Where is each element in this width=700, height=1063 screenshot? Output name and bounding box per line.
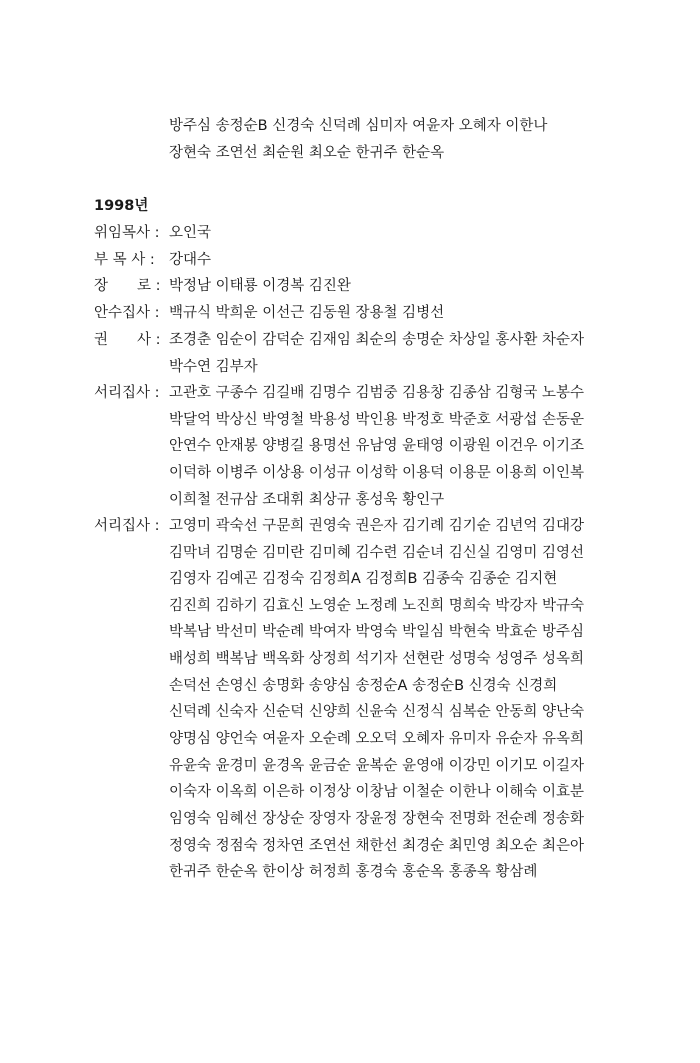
senior-pastor-names-line-1: 오인국	[169, 225, 212, 241]
section-label-associate-pastor: 부 목 사 :	[94, 252, 155, 268]
acting-deacons-2-names-line-3: 김영자 김예곤 김정숙 김정희A 김정희B 김종숙 김종순 김지현	[169, 571, 558, 587]
associate-pastor-names-line-1: 강대수	[169, 252, 212, 268]
continuation-line-1: 방주심 송정순B 신경숙 신덕례 심미자 여윤자 오혜자 이한나	[169, 118, 548, 134]
year-heading: 1998년	[94, 198, 149, 214]
section-label-acting-deacons-2: 서리집사 :	[94, 518, 160, 534]
acting-deacons-2-names-line-1: 고영미 곽숙선 구문희 권영숙 권은자 김기례 김기순 김년억 김대강	[169, 518, 585, 534]
acting-deacons-2-names-line-4: 김진희 김하기 김효신 노영순 노정례 노진희 명희숙 박강자 박규숙	[169, 598, 585, 614]
acting-deacons-2-names-line-6: 배성희 백복남 백옥화 상정희 석기자 선현란 성명숙 성영주 성옥희	[169, 651, 585, 667]
section-label-senior-pastor: 위임목사 :	[94, 225, 160, 241]
acting-deacons-1-names-line-2: 박달억 박상신 박영철 박용성 박인용 박정호 박준호 서광섭 손동운	[169, 412, 585, 428]
acting-deacons-1-names-line-3: 안연수 안재봉 양병길 용명선 유남영 윤태영 이광원 이건우 이기조	[169, 438, 585, 454]
acting-deacons-2-names-line-13: 정영숙 정점숙 정차연 조연선 채한선 최경순 최민영 최오순 최은아	[169, 838, 585, 854]
kwonsa-names-line-1: 조경춘 임순이 감덕순 김재임 최순의 송명순 차상일 홍사환 차순자	[169, 332, 585, 348]
section-label-kwonsa: 권 사 :	[94, 332, 161, 348]
acting-deacons-2-names-line-5: 박복남 박선미 박순례 박여자 박영숙 박일심 박현숙 박효순 방주심	[169, 624, 585, 640]
acting-deacons-2-names-line-11: 이숙자 이옥희 이은하 이정상 이창남 이철순 이한나 이해숙 이효분	[169, 784, 585, 800]
acting-deacons-1-names-line-4: 이덕하 이병주 이상용 이성규 이성학 이용덕 이용문 이용희 이인복	[169, 465, 585, 481]
acting-deacons-2-names-line-2: 김막녀 김명순 김미란 김미혜 김수련 김순녀 김신실 김영미 김영선	[169, 545, 585, 561]
acting-deacons-2-names-line-10: 유윤숙 윤경미 윤경옥 윤금순 윤복순 윤영애 이강민 이기모 이길자	[169, 758, 585, 774]
continuation-line-2: 장현숙 조연선 최순원 최오순 한귀주 한순옥	[169, 145, 445, 161]
acting-deacons-2-names-line-7: 손덕선 손영신 송명화 송양심 송정순A 송정순B 신경숙 신경희	[169, 678, 558, 694]
kwonsa-names-line-2: 박수연 김부자	[169, 359, 258, 375]
acting-deacons-2-names-line-9: 양명심 양언숙 여윤자 오순례 오오덕 오혜자 유미자 유순자 유옥희	[169, 731, 585, 747]
section-label-ordained-deacons: 안수집사 :	[94, 305, 160, 321]
acting-deacons-2-names-line-8: 신덕례 신숙자 신순덕 신양희 신윤숙 신정식 심복순 안동희 양난숙	[169, 704, 585, 720]
acting-deacons-2-names-line-12: 임영숙 임혜선 장상순 장영자 장윤정 장현숙 전명화 전순례 정송화	[169, 811, 585, 827]
acting-deacons-1-names-line-1: 고관호 구종수 김길배 김명수 김범중 김용창 김종삼 김형국 노봉수	[169, 385, 585, 401]
section-label-elders: 장 로 :	[94, 278, 161, 294]
ordained-deacons-names-line-1: 백규식 박희운 이선근 김동원 장용철 김병선	[169, 305, 445, 321]
elders-names-line-1: 박정남 이태룡 이경복 김진완	[169, 278, 351, 294]
acting-deacons-2-names-line-14: 한귀주 한순옥 한이상 허정희 홍경숙 홍순옥 홍종옥 황삼례	[169, 864, 538, 880]
section-label-acting-deacons-1: 서리집사 :	[94, 385, 160, 401]
acting-deacons-1-names-line-5: 이희철 전규삼 조대휘 최상규 홍성욱 황인구	[169, 492, 445, 508]
